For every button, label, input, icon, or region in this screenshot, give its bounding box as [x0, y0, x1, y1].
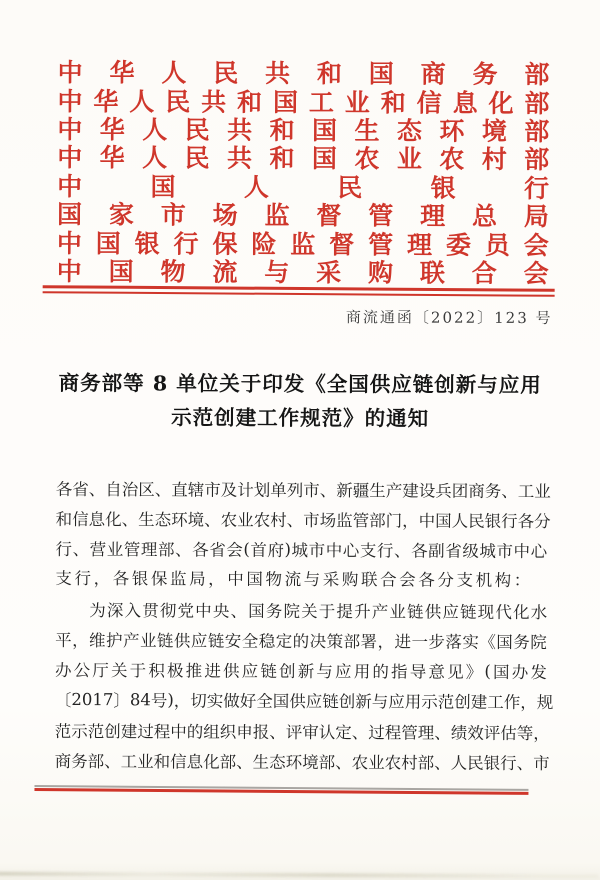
body-line: 办 公 厅 关 于 积 极 推 进 供 应 链 创 新 与 应 用 的 指 导 意 见 》 ( 国 办 发 — [54, 661, 547, 683]
letterhead-agency-names — [57, 59, 550, 288]
body-line: 平 ， 维 护 产 业 链 供 应 链 安 全 稳 定 的 决 策 部 署 ， 进 一 步 落 实 《 国 务 院 — [55, 630, 547, 653]
letterhead-line: 国 家 市 场 监 督 管 理 总 局 — [56, 200, 549, 232]
letterhead-line: 中 国 物 流 与 采 购 联 合 会 — [56, 256, 549, 289]
document-reference-number: 商流通函〔2022〕123 号 — [345, 308, 553, 328]
body-line: 〔 2017 〕 84 号 ) ， 切 实 做 好 全 国 供 应 链 创 新 与 应 用 示 范 创 建 工 作 ， 规 — [54, 689, 554, 713]
body-line: 各 省 、 自 治 区 、 直 辖 市 及 计 划 单 列 市 、 新 疆 生 产 建 设 兵 团 商 务 、 工 业 — [55, 480, 551, 502]
body-line: 支行，各银保监局，中国物流与采购联合会各分支机构： — [55, 568, 533, 590]
body-line: 行 、 营 业 管 理 部 、 各 省 会 ( 首 府 ) 城 市 中 心 支 行 、 各 副 省 级 城 市 中 心 — [55, 539, 548, 562]
body-line: 和 信 息 化 、 生 态 环 境 、 农 业 农 村 、 市 场 监 管 部 门 ， 中 国 人 民 银 行 各 分 — [55, 510, 551, 532]
letterhead-line: 中 华 人 民 共 和 国 工 业 和 信 息 化 部 — [57, 86, 550, 118]
notice-title — [40, 367, 560, 436]
notice-body — [54, 473, 554, 777]
body-line: 为 深 入 贯 彻 党 中 央 、 国 务 院 关 于 提 升 产 业 链 供 应 链 现 代 化 水 — [89, 600, 548, 622]
body-line: 商 务 部 、 工 业 和 信 息 化 部 、 生 态 环 境 部 、 农 业 农 村 部 、 人 民 银 行 、 市 — [54, 751, 550, 773]
body-line: 范 示 范 创 建 过 程 中 的 组 织 申 报 、 评 审 认 定 、 过 程 管 理 、 绩 效 评 估 等 ， — [54, 721, 550, 743]
notice-title-line-2: 示范创建工作规范》的通知 — [171, 404, 430, 431]
letterhead-line: 中 华 人 民 共 和 国 生 态 环 境 部 — [57, 114, 550, 147]
page-bottom-red-line — [34, 785, 528, 795]
letterhead-line: 中 华 人 民 共 和 国 商 务 部 — [57, 58, 550, 90]
letterhead-line: 中 国 银 行 保 险 监 督 管 理 委 员 会 — [56, 228, 549, 260]
notice-title-line-1: 商务部等 8 单位关于印发《全国供应链创新与应用 — [58, 370, 542, 398]
letterhead-line: 中 华 人 民 共 和 国 农 业 农 村 部 — [57, 143, 550, 175]
letterhead-line: 中 国 人 民 银 行 — [57, 171, 550, 203]
paper-edge-shadow — [0, 872, 598, 879]
